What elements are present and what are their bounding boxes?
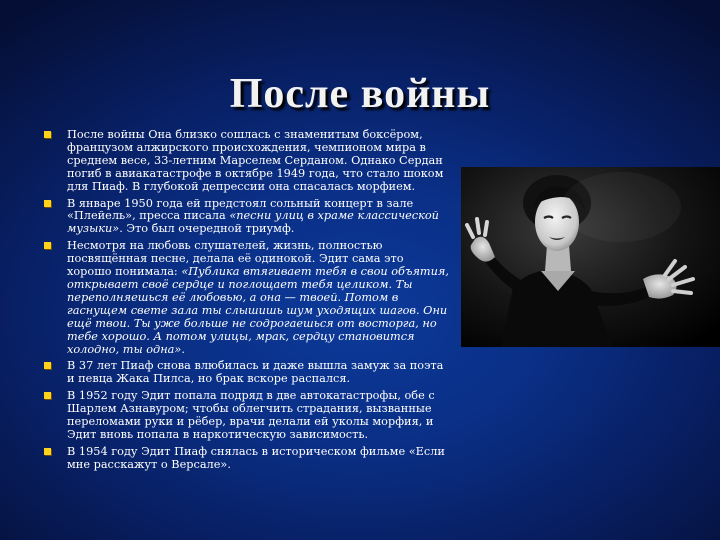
- bullet-marker-icon: [44, 242, 51, 249]
- bullet-item: [44, 360, 450, 386]
- bullet-marker-icon: [44, 200, 51, 207]
- bullet-item: [44, 240, 450, 356]
- bullet-text: После войны Она близко сошлась с знаменитым боксёром, французом алжирского происхождения, чемпионом мира в среднем весе, 33-летним Марселем Серданом. Однако Сердан погиб в авиакатастрофе в октябре 1949 года, что стало шоком для Пиаф. В глубокой депрессии она спасалась морфием.: [67, 128, 444, 193]
- bullet-text: В январе 1950 года ей предстоял сольный концерт в зале «Плейель», пресса писала: [67, 196, 414, 223]
- bullet-list: [44, 129, 450, 476]
- bullet-item: [44, 446, 450, 472]
- bullet-marker-icon: [44, 131, 51, 138]
- singer-photo: [461, 167, 720, 347]
- bullet-text: В 37 лет Пиаф снова влюбилась и даже вышла замуж за поэта и певца Жака Пилса, но брак вскоре распался.: [67, 359, 444, 386]
- bullet-marker-icon: [44, 448, 51, 455]
- bullet-text: . Это был очередной триумф.: [119, 222, 295, 236]
- bullet-quote: «Публика втягивает тебя в свои объятия, открывает своё сердце и поглощает тебя целиком. Ты переполняешься её любовью, а она — твоей. Потом в гаснущем свете зала ты слышишь шум уходящих шагов. Они ещё твои. Ты уже больше не содрогаешься от восторга, но тебе хорошо. А потом улицы, мрак, сердцу становится холодно, ты одна»: [67, 265, 449, 356]
- bullet-item: [44, 198, 450, 237]
- bullet-text: В 1952 году Эдит попала подряд в две автокатастрофы, обе с Шарлем Азнавуром; чтобы облегчить страдания, вызванные переломами руки и рёбер, врачи делали ей уколы морфия, и Эдит вновь попала в наркотическую зависимость.: [67, 389, 435, 441]
- bullet-text: Несмотря на любовь слушателей, жизнь, полностью посвящённая песне, делала её одинокой. Эдит сама это хорошо понимала:: [67, 239, 404, 279]
- bullet-item: [44, 129, 450, 194]
- bullet-marker-icon: [44, 362, 51, 369]
- bullet-text: .: [181, 342, 185, 356]
- bullet-marker-icon: [44, 392, 51, 399]
- bullet-item: [44, 390, 450, 442]
- bullet-quote: «песни улиц в храме классической музыки»: [67, 209, 439, 236]
- bullet-text: В 1954 году Эдит Пиаф снялась в историческом фильме «Если мне расскажут о Версале».: [67, 444, 445, 471]
- slide-title: После войны: [229, 71, 491, 118]
